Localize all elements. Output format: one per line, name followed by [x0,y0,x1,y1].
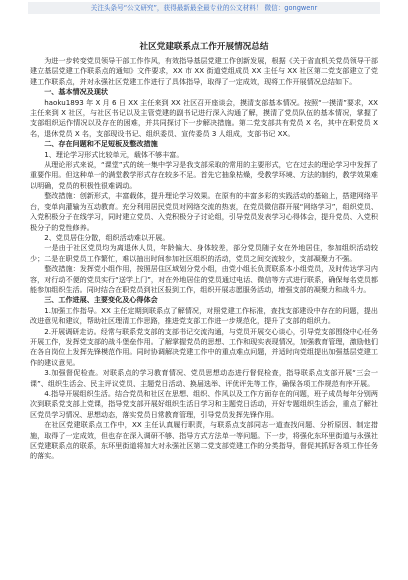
progress-item-2: 2.开展调研走访。经常与联系党支部的支部书记交流沟通，与党员开展交心谈心，引导党支部围绕中心任务开展工作，发挥党支部的战斗堡垒作用。了解掌握党员的思想、工作和现实表现情况，加强教育管理，激励他们在各自岗位上发挥先锋模范作用。同时协调解决党建工作中的重点难点问题，并适时向党组提出加强基层党建工作的建议意见。 [30,326,378,367]
issue-1-paragraph: 从理论形式来说，“课堂”式的统一集中学习是我支部采取的常用的主要形式，它在过去的理论学习中发挥了重要作用。但这种单一的满堂教学形式存在较多不足。首先它抽象枯燥，受教学环境、方法的制约，教学效果难以明确，党员的积极性很难调动。 [30,160,378,190]
section-heading-1: 一、基本情况及现状 [44,87,109,97]
progress-item-3: 3.加强督促检查。对联系点的学习教育情况、党员思想动态进行督促检查，指导联系点支部开展“三会一课”、组织生活会、民主评议党员、主题党日活动、换届选举、评优评先等工作，确保各项工作规范有序开展。 [30,368,378,388]
intro-paragraph: 为进一步转变党员领导干部工作作风，有效指导基层党建工作创新发展，根据《关于省直机关党员领导干部建立基层党建工作联系点的通知》文件要求，XX 市 XX 街道党组成员 XX 主任与 XX 社区第二党支部建立了党建工作联系点，并对永强社区党建工作进行了具体指导，取得了一定成效，现将工作开展情况总结如下。 [30,56,378,86]
progress-item-4: 4.指导开展组织生活。结合党员和社区在思想、组织、作风以及工作方面存在的问题，班子成员每年分别两次到联系党支部上党课，指导党支部开展好组织生活日学习和主题党日活动，开好专题组织生活会，重点了解社区党员学习情况、思想动态，落实党员日常教育管理，引导党员发挥先锋作用。 [30,389,378,419]
issue-2-paragraph: 一是由于社区党员均为离退休人员，年龄偏大、身体较差，部分党员随子女在外地居住，参加组织活动较少；二是在职党员工作繁忙，难以抽出时间参加社区组织的活动，党员之间交流较少，支部凝聚力不强。 [30,243,378,263]
document-body [30,56,378,572]
document-title: 社区党建联系点工作开展情况总结 [139,42,269,52]
issue-1-title: 1、理论学习形式比较单元，载体不够丰富。 [44,149,184,159]
issue-2-title: 2、党员居住分散，组织活动难以开展。 [44,232,170,242]
promo-banner: 关注头条号“公文研究”，获得最新最全最专业的公文材料！ 微信：gongwenr [28,2,380,14]
progress-item-1: 1.加强工作指导。XX 主任定期到联系点了解情况，对照党建工作标准，查找支部建设中存在的问题，提出改进意见和建议，帮助社区理清工作思路，推进党支部工作进一步规范化，提升了支部的组织力。 [30,305,378,326]
closing-paragraph: 在社区党建联系点工作中，XX 主任认真履行职责，与联系点支部同志一道查找问题、分析原因、制定措施，取得了一定成效，但也存在深入调研不够、指导方式方法单一等问题。下一步，将强化东环里街道与永强社区党建联系点的联系，东环里街道将加大对永强社区第二党支部党建工作的分类指导，督促其抓好各项工作任务的落实。 [30,420,378,461]
section-heading-3: 三、工作进展、主要变化及心得体会 [44,295,158,305]
section-1-paragraph: haoku1893 年 X 月 6 日 XX 主任来到 XX 社区召开座谈会，摸清支部基本情况。按照“一摸清”要求，XX 主任来到 X 社区，与社区书记以及主管党建的副书记进行深入沟通了解，摸清了党员队伍的基本情况，掌握了支部组织运作情况以及存在的困难，并共同探讨下一步解决措施。第二党支部共有党员 X 名，其中在职党员 X 名，退休党员 X 名，支部现设书记、组织委员、宣传委员 3 人组成，支部书记 XX。 [30,97,378,138]
issue-2-fix-paragraph: 整改措施：发挥党小组作用，按照居住区域划分党小组，由党小组长负责联系本小组党员，及时传达学习内容，对行动不便的党员实行“送学上门”，对在外地居住的党员通过电话、微信等方式进行联系，确保每名党员都能参加组织生活。同时结合在职党员到社区报到工作，组织开展志愿服务活动，增强支部的凝聚力和战斗力。 [30,264,378,294]
issue-1-fix-paragraph: 整改措施：创新形式，丰富载体，提升理论学习效果。在原有的丰富多彩的实践活动的基础上，搭建网络平台，变单向灌输为互动教育。充分利用居民党员对网络交流的热衷，在党员微信群开展“网络学习”，组织党员、入党积极分子在线学习，同时建立党员、入党积极分子讨论组，引导党员发表学习心得体会，提升党员、入党积极分子的党性修养。 [30,191,378,232]
section-heading-2: 二、存在问题和不足短板及整改措施 [44,139,158,149]
